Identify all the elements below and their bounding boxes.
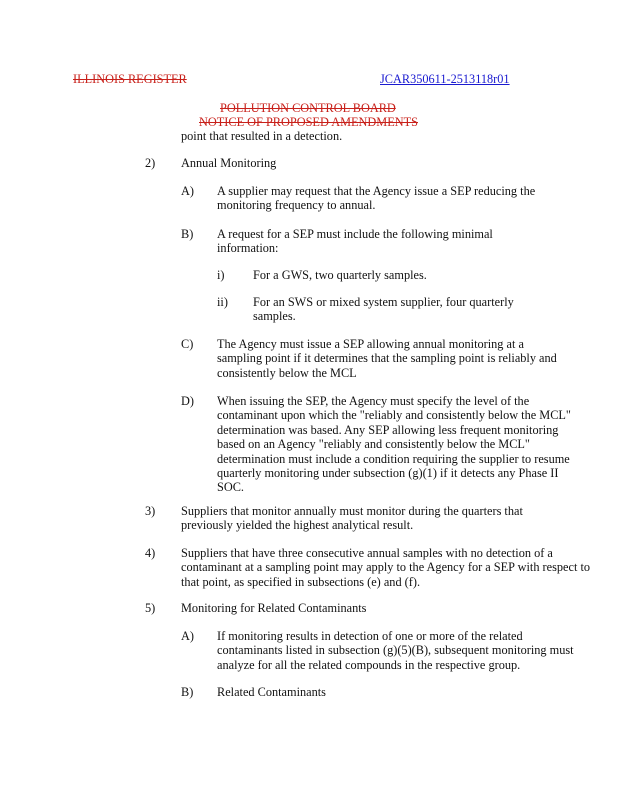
item-number: 4) — [145, 546, 156, 560]
board-name: POLLUTION CONTROL BOARD — [220, 101, 396, 115]
item-text: Annual Monitoring — [181, 156, 277, 170]
item-number: 3) — [145, 504, 156, 518]
item-number: B) — [181, 685, 194, 699]
item-number: B) — [181, 227, 194, 241]
continuation-text: point that resulted in a detection. — [181, 129, 343, 143]
item-number: A) — [181, 629, 194, 643]
item-number: 5) — [145, 601, 156, 615]
item-number: D) — [181, 394, 194, 408]
item-number: C) — [181, 337, 194, 351]
item-number: ii) — [217, 295, 228, 309]
item-text: For a GWS, two quarterly samples. — [253, 268, 427, 282]
jcar-code: JCAR350611-2513118r01 — [380, 72, 510, 86]
item-text: A request for a SEP must include the following minimal information: — [217, 227, 493, 256]
item-number: i) — [217, 268, 225, 282]
item-text: For an SWS or mixed system supplier, four quarterly samples. — [253, 295, 514, 324]
item-number: A) — [181, 184, 194, 198]
item-text: If monitoring results in detection of one or more of the related contaminants listed in subsection (g)(5)(B), subsequent monitoring must analyze for all the related compounds in the respective group. — [217, 629, 574, 672]
notice-title: NOTICE OF PROPOSED AMENDMENTS — [199, 115, 418, 129]
item-text: A supplier may request that the Agency issue a SEP reducing the monitoring frequency to annual. — [217, 184, 536, 213]
item-text: When issuing the SEP, the Agency must specify the level of the contaminant upon which the "reliably and consistently below the MCL" determination was based. Any SEP allowing less frequent monitoring based on an Agency "reliably and consistently below the MCL" determination must include a condition requiring the supplier to resume quarterly monitoring under subsection (g)(1) if it detects any Phase II SOC. — [217, 394, 571, 495]
item-text: Monitoring for Related Contaminants — [181, 601, 367, 615]
item-text: The Agency must issue a SEP allowing annual monitoring at a sampling point if it determines that the sampling point is reliably and consistently below the MCL — [217, 337, 557, 380]
register-title: ILLINOIS REGISTER — [73, 72, 187, 86]
item-text: Related Contaminants — [217, 685, 326, 699]
item-text: Suppliers that have three consecutive annual samples with no detection of a contaminant at a sampling point may apply to the Agency for a SEP with respect to that point, as specified in subsections (e) and (f). — [181, 546, 591, 589]
item-text: Suppliers that monitor annually must monitor during the quarters that previously yielded the highest analytical result. — [181, 504, 523, 533]
item-number: 2) — [145, 156, 156, 170]
